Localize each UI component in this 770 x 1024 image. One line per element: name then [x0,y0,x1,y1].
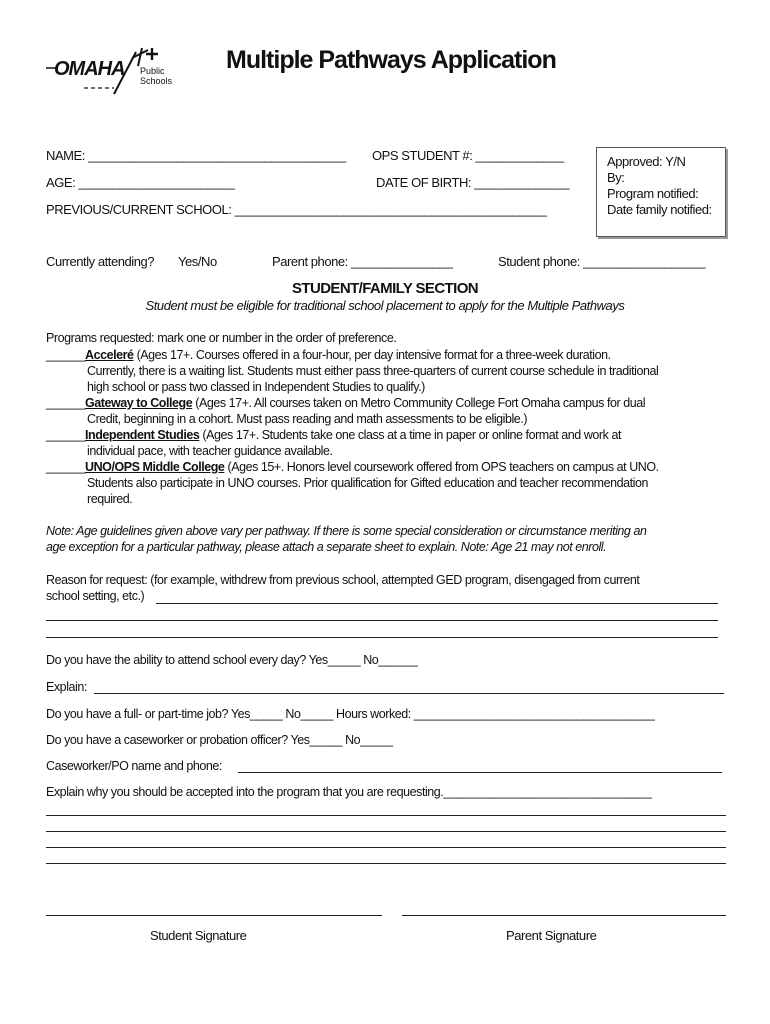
program-accelere[interactable]: ______Acceleré (Ages 17+. Courses offered in a four-hour, per day intensive format for a three-week duration. Currently, there is a waiting list. Students must either pass three-quarters of current course schedule in traditional high school or pass two classed in Independent Studies to qualify.) [46,348,659,394]
age-field[interactable]: AGE: _______________________ [46,175,235,190]
reason-line[interactable] [46,620,718,621]
program-name: UNO/OPS Middle College [85,460,225,474]
program-name: Gateway to College [85,396,193,410]
program-gateway[interactable]: ______Gateway to College (Ages 17+. All courses taken on Metro Community College Fort Omaha campus for dual Credit, beginning in a cohort. Must pass reading and math assessments to be eligible.) [46,396,646,426]
reason-label-line1: Reason for request: (for example, withdrew from previous school, attempted GED program, disengaged from current [46,573,640,587]
logo-sub-public: Public [140,66,165,76]
age-note-line1: Note: Age guidelines given above vary per pathway. If there is some special consideration or circumstance meriting an [46,524,647,538]
attend-question[interactable]: Do you have the ability to attend school every day? Yes_____ No______ [46,653,418,667]
program-independent-studies[interactable]: ______Independent Studies (Ages 17+. Students take one class at a time in paper or online format and work at individual pace, with teacher guidance available. [46,428,621,458]
approved-label: Approved: Y/N [607,154,686,169]
age-note-line2: age exception for a particular pathway, please attach a separate sheet to explain. Note: Age 21 may not enroll. [46,540,607,554]
reason-line[interactable] [46,637,718,638]
accepted-question[interactable]: Explain why you should be accepted into the program that you are requesting.________________________________ [46,785,652,799]
section-title: STUDENT/FAMILY SECTION [292,280,478,297]
student-phone-field[interactable]: Student phone: __________________ [498,254,706,269]
program-blank: ______ [46,348,86,362]
student-signature-line[interactable] [46,915,382,916]
parent-phone-field[interactable]: Parent phone: _______________ [272,254,453,269]
accepted-line[interactable] [46,815,726,816]
accepted-line[interactable] [46,847,726,848]
explain-line[interactable] [94,693,724,694]
caseworker-name-line[interactable] [238,772,722,773]
accepted-line[interactable] [46,863,726,864]
school-field[interactable]: PREVIOUS/CURRENT SCHOOL: ______________________________________________ [46,202,547,217]
date-of-birth-field[interactable]: DATE OF BIRTH: ______________ [376,175,570,190]
reason-line[interactable] [156,603,718,604]
program-blank: ______ [46,396,86,410]
reason-label-line2: school setting, etc.) [46,589,145,603]
logo-sub-schools: Schools [140,76,173,86]
approval-box [596,147,726,237]
student-signature-label: Student Signature [150,928,247,943]
ops-logo [44,46,184,100]
parent-signature-line[interactable] [402,915,726,916]
accepted-line[interactable] [46,831,726,832]
program-blank: ______ [46,460,86,474]
program-notified-label: Program notified: [607,186,699,201]
ops-student-number-field[interactable]: OPS STUDENT #: _____________ [372,148,564,163]
program-blank: ______ [46,428,86,442]
program-name: Acceleré [85,348,134,362]
program-middle-college[interactable]: ______UNO/OPS Middle College (Ages 15+. Honors level coursework offered from OPS teachers on campus at UNO. Students also participate in UNO courses. Prior qualification for Gifted education and teacher recommendation required. [46,460,659,506]
caseworker-name-label: Caseworker/PO name and phone: [46,759,222,773]
family-notified-label: Date family notified: [607,202,712,217]
attending-label: Currently attending? [46,254,155,269]
section-subtitle: Student must be eligible for traditional school placement to apply for the Multiple Pathways [145,298,625,313]
page-title: Multiple Pathways Application [226,46,556,74]
attending-yesno[interactable]: Yes/No [178,254,217,269]
logo-text: OMAHA [54,58,125,80]
caseworker-question[interactable]: Do you have a caseworker or probation officer? Yes_____ No_____ [46,733,393,747]
by-label: By: [607,170,625,185]
programs-intro: Programs requested: mark one or number in the order of preference. [46,331,397,345]
parent-signature-label: Parent Signature [506,928,597,943]
job-question[interactable]: Do you have a full- or part-time job? Yes_____ No_____ Hours worked: _____________________________________ [46,707,655,721]
name-field[interactable]: NAME: ______________________________________ [46,148,346,163]
program-name: Independent Studies [85,428,200,442]
explain-label: Explain: [46,680,87,694]
